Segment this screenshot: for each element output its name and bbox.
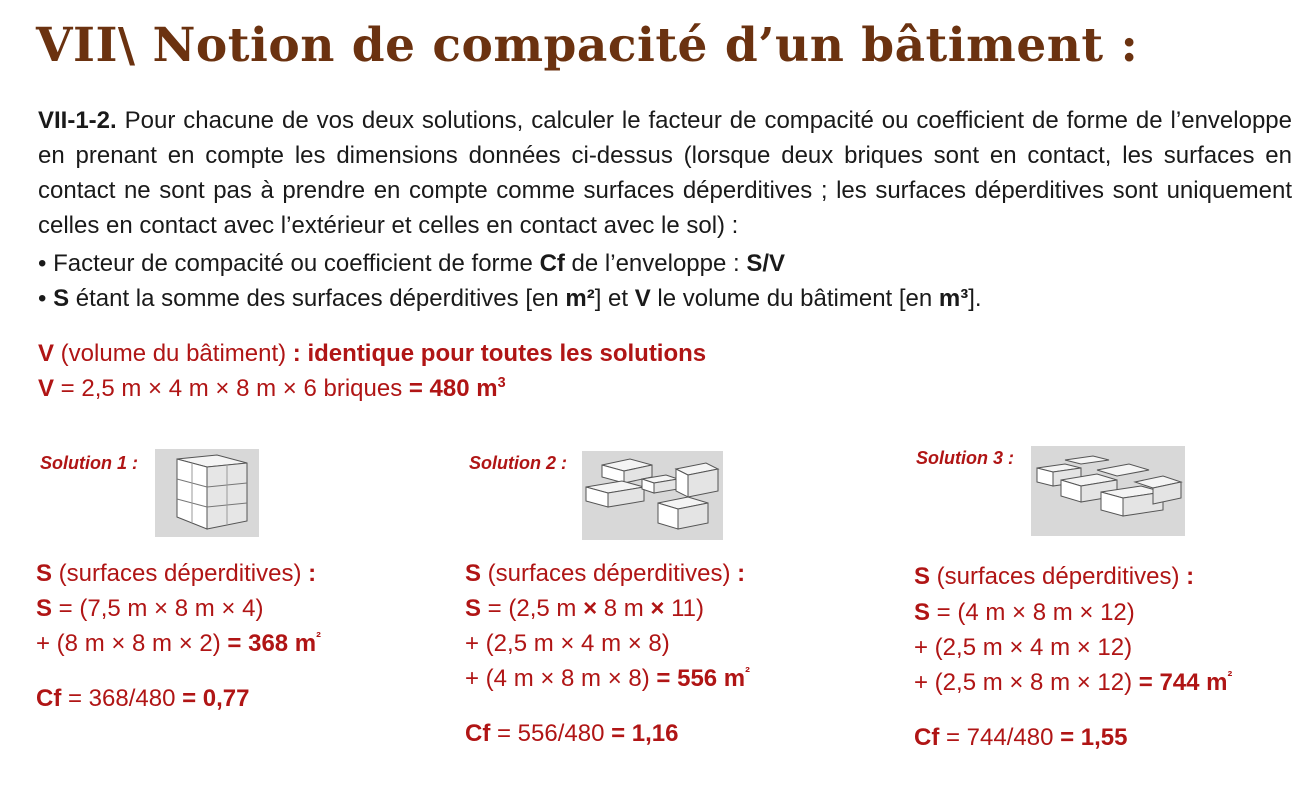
bullet-compacity [38, 246, 785, 281]
bullet-2-text: étant la somme des surfaces déperditives [en [69, 285, 566, 312]
bullet-2-end: ]. [968, 285, 982, 312]
volume-heading [38, 336, 706, 371]
bullet-definition [38, 281, 982, 316]
solution-1-surface-result: = 368 $m^{^2}$ [227, 630, 321, 657]
solution-3-line-3: + (2,5 m × 8 m × 12) = 744 $m^{^2}$ [914, 669, 1233, 696]
bullet-2-dot: • [38, 285, 54, 312]
volume-v-2: V [38, 375, 55, 402]
solution-3-label: Solution 3 : [916, 448, 1014, 468]
bullet-2-m2: m² [565, 285, 595, 312]
solution-2-label: Solution 2 : [469, 453, 567, 473]
solution-1-line-1: S = (7,5 m × 8 m × 4) [36, 595, 264, 622]
solution-2-cf: Cf = 556/480 = 1,16 [465, 720, 679, 747]
solution-1-image [155, 449, 259, 537]
bullet-2-and: ] et [594, 285, 635, 312]
bullet-1-text: • Facteur de compacité ou coefficient de forme [38, 250, 540, 277]
solution-2-image [582, 451, 723, 540]
bullet-2-m3: m³ [938, 285, 969, 312]
solution-1-line-2: + (8 m × 8 m × 2) = 368 $m^{^2}$ [36, 630, 321, 657]
solution-3-line-2: + (2,5 m × 4 m × 12) [914, 634, 1133, 661]
solution-3-image [1031, 446, 1185, 536]
solution-2-line-3: + (4 m × 8 m × 8) = 556 $m^{^2}$ [465, 665, 750, 692]
solution-3-cf: Cf = 744/480 = 1,55 [914, 724, 1128, 751]
solution-3-line-1: S = (4 m × 8 m × 12) [914, 599, 1135, 626]
intro-text: Pour chacune de vos deux solutions, calculer le facteur de compacité ou coefficient de forme de l’enveloppe en prenant en compte les dimensions données ci-dessus (lorsque deux briques sont en contact, les surfaces en contact ne sont pas à prendre en compte comme surfaces déperditives ; les surfaces déperditives sont uniquement celles en contact avec l’extérieur et celles en contact avec le sol) : [38, 107, 1292, 239]
solution-1-label: Solution 1 : [40, 453, 138, 473]
volume-v-1: V [38, 340, 55, 367]
solution-2-cf-result: = 1,16 [611, 720, 679, 747]
intro-reference: VII-1-2. [38, 107, 117, 134]
volume-formula-text: = 2,5 m × 4 m × 8 m × 6 briques [54, 375, 409, 402]
bullet-2-text-2: le volume du bâtiment [en [650, 285, 939, 312]
solution-1-cf-result: = 0,77 [182, 685, 250, 712]
volume-result: = 480 $m^3$ [408, 375, 506, 402]
volume-heading-bold: : identique pour toutes les solutions [292, 340, 707, 367]
solution-3-cf-result: = 1,55 [1060, 724, 1128, 751]
volume-heading-text: (volume du bâtiment) [54, 340, 293, 367]
volume-exponent: 3 [497, 375, 506, 391]
solution-3-s-heading: S (surfaces déperditives) : [914, 563, 1195, 590]
volume-formula [38, 371, 506, 406]
solution-2-line-1: S = (2,5 m × 8 m × 11) [465, 595, 705, 622]
solution-3-surface-result: = 744 $m^{^2}$ [1138, 669, 1233, 696]
solution-1-cf: Cf = 368/480 = 0,77 [36, 685, 250, 712]
intro-paragraph [38, 103, 1292, 243]
page-title: VII\ Notion de compacité d’un bâtiment : [36, 18, 1139, 73]
bullet-2-v: V [634, 285, 651, 312]
bullet-1-cf: Cf [539, 250, 565, 277]
solution-1-s-heading: S (surfaces déperditives) : [36, 560, 317, 587]
solution-2-line-2: + (2,5 m × 4 m × 8) [465, 630, 670, 657]
bullet-2-s: S [53, 285, 70, 312]
solution-2-surface-result: = 556 $m^{^2}$ [656, 665, 750, 692]
bullet-1-mid: de l’enveloppe : [564, 250, 747, 277]
bullet-1-sv: S/V [746, 250, 786, 277]
solution-2-s-heading: S (surfaces déperditives) : [465, 560, 746, 587]
